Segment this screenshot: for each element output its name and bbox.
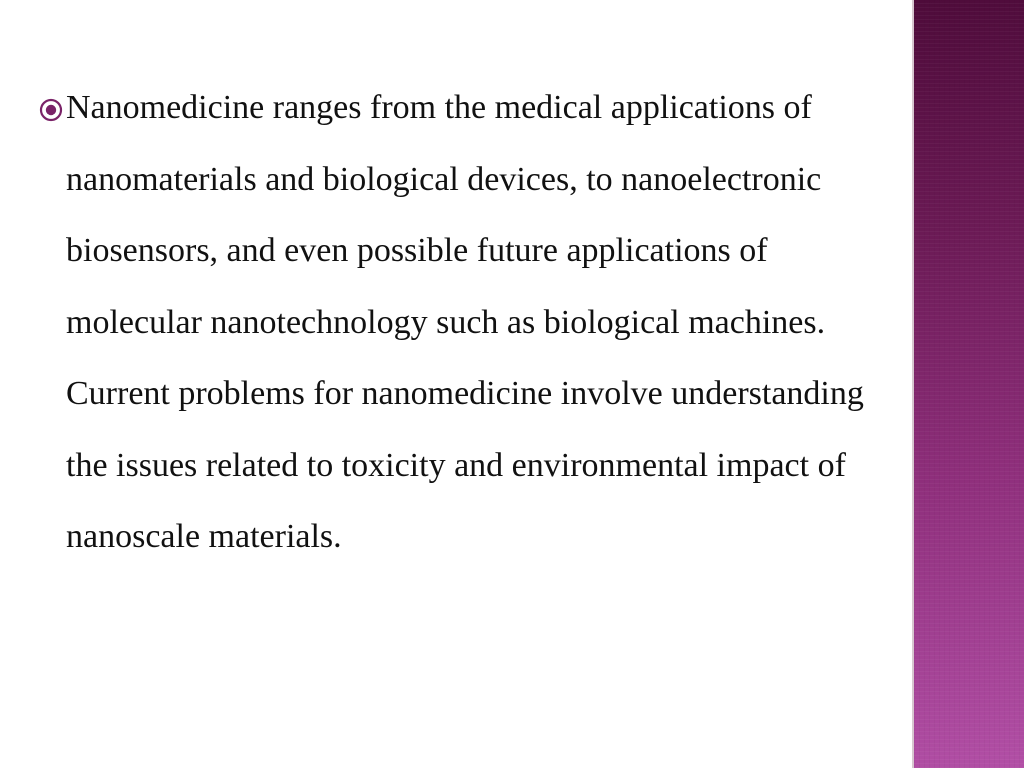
slide-content [36,72,902,573]
decorative-side-band [912,0,1024,768]
circled-dot-icon [36,95,66,125]
bullet-item [36,72,902,573]
circled-dot-icon-graphic [36,95,66,125]
bullet-text: Nanomedicine ranges from the medical applications of nanomaterials and biological devices, to nanoelectronic biosensors, and even possible future applications of molecular nanotechnology such as biological machines. Current problems for nanomedicine involve understanding the issues related to toxicity and environmental impact of nanoscale materials. [66,89,864,555]
side-band-texture [914,0,1024,768]
